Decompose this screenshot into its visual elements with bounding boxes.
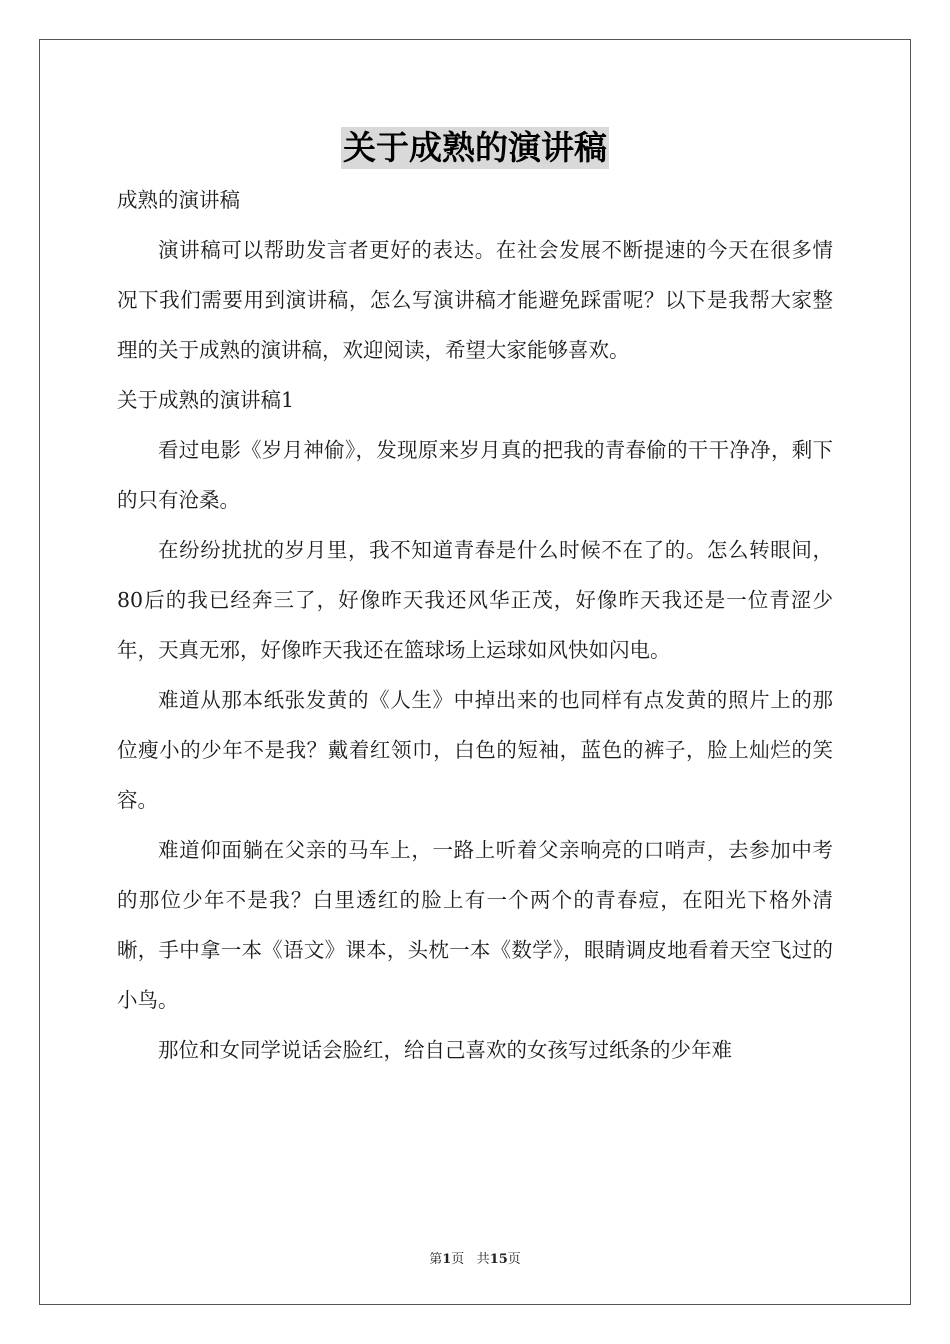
footer-prefix: 第 [429,1252,443,1267]
paragraph: 在纷纷扰扰的岁月里，我不知道青春是什么时候不在了的。怎么转眼间，80后的我已经奔三了，好像昨天我还风华正茂，好像昨天我还是一位青涩少年，天真无邪，好像昨天我还在篮球场上运球如风快如闪电。 [117,538,833,662]
title-area [0,127,950,169]
footer-page-unit: 页 [451,1252,465,1267]
paragraph: 难道从那本纸张发黄的《人生》中掉出来的也同样有点发黄的照片上的那位瘦小的少年不是我？戴着红领巾，白色的短袖，蓝色的裤子，脸上灿烂的笑容。 [117,688,833,812]
paragraph: 演讲稿可以帮助发言者更好的表达。在社会发展不断提速的今天在很多情况下我们需要用到演讲稿，怎么写演讲稿才能避免踩雷呢？以下是我帮大家整理的关于成熟的演讲稿，欢迎阅读，希望大家能够喜欢。 [117,238,833,362]
document-title: 关于成熟的演讲稿 [343,128,607,167]
footer-total-prefix: 共 [476,1252,490,1267]
section-heading: 关于成熟的演讲稿1 [117,388,295,412]
document-body [117,175,833,1075]
paragraph: 那位和女同学说话会脸红，给自己喜欢的女孩写过纸条的少年难 [158,1038,732,1062]
page-footer [0,1248,950,1267]
paragraph-subtitle: 成熟的演讲稿 [117,188,240,212]
paragraph: 难道仰面躺在父亲的马车上，一路上听着父亲响亮的口哨声，去参加中考的那位少年不是我？白里透红的脸上有一个两个的青春痘，在阳光下格外清晰，手中拿一本《语文》课本，头枕一本《数学》，眼睛调皮地看着天空飞过的小鸟。 [117,838,833,1012]
footer-page-number: 1 [442,1252,452,1267]
paragraph: 看过电影《岁月神偷》，发现原来岁月真的把我的青春偷的干干净净，剩下的只有沧桑。 [117,438,833,512]
footer-total-unit: 页 [507,1252,521,1267]
footer-total-pages: 15 [489,1252,508,1267]
